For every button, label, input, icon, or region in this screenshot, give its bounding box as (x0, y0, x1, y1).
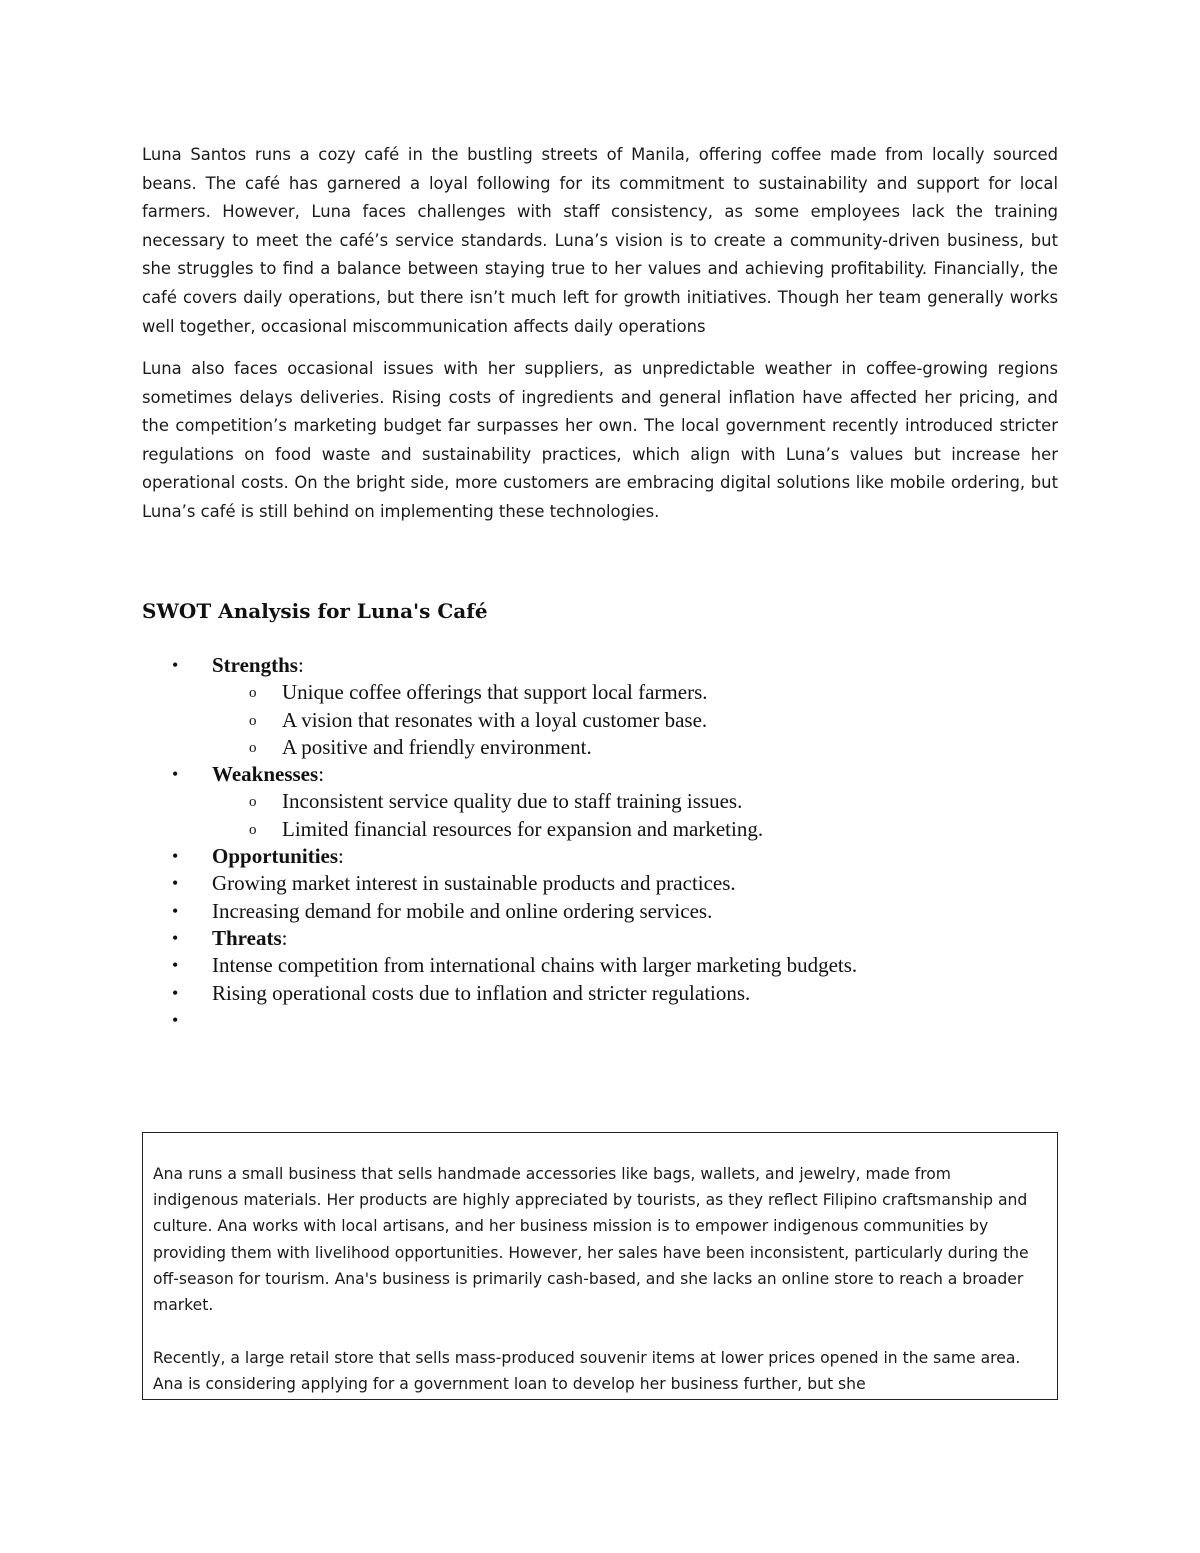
list-item (0, 980, 1200, 1007)
sub-bullet-icon: o (249, 794, 257, 811)
threat-item: Rising operational costs due to inflation and stricter regulations. (212, 980, 751, 1005)
list-item (0, 816, 1200, 843)
swot-heading-threats: Threats: (212, 925, 288, 950)
sub-bullet-icon: o (249, 739, 257, 756)
bullet-icon: • (172, 764, 179, 785)
list-item (0, 952, 1200, 979)
list-item-weaknesses (0, 761, 1200, 788)
bullet-icon: • (172, 846, 179, 867)
bullet-icon: • (172, 927, 179, 948)
weakness-item: Limited financial resources for expansion and marketing. (282, 816, 764, 841)
bullet-icon: • (172, 900, 179, 921)
bullet-icon: • (172, 655, 179, 675)
sub-bullet-icon: o (249, 685, 257, 702)
sub-bullet-icon: o (249, 821, 257, 838)
box-paragraph-1: Ana runs a small business that sells handmade accessories like bags, wallets, and jewelry, made from indigenous materials. Her products are highly appreciated by tourists, as they reflect Filipino craftsmanship and culture. Ana works with local artisans, and her business mission is to empower indigenous communities by providing them with livelihood opportunities. However, her sales have been inconsistent, particularly during the off-season for tourism. Ana's business is primarily cash-based, and she lacks an online store to reach a broader market. (153, 1165, 1029, 1315)
threat-item: Intense competition from international chains with larger marketing budgets. (212, 953, 858, 978)
swot-heading-weaknesses: Weaknesses: (212, 762, 325, 787)
list-item (0, 679, 1200, 706)
bullet-icon: • (172, 1009, 179, 1030)
swot-title: SWOT Analysis for Luna's Café (142, 599, 488, 623)
bullet-icon: • (172, 955, 179, 976)
swot-heading-strengths: Strengths: (212, 653, 304, 677)
strength-item: A positive and friendly environment. (282, 734, 592, 759)
bullet-icon: • (172, 873, 179, 894)
box-paragraph-2: Recently, a large retail store that sells mass-produced souvenir items at lower prices opened in the same area. Ana is considering applying for a government loan to develop her business further, but she (153, 1349, 1021, 1394)
swot-heading-opportunities: Opportunities: (212, 844, 344, 869)
bullet-icon: • (172, 982, 179, 1003)
weakness-item: Inconsistent service quality due to staff training issues. (282, 789, 743, 814)
list-item (0, 734, 1200, 761)
list-item-threats (0, 925, 1200, 952)
strength-item: Unique coffee offerings that support local farmers. (282, 680, 708, 705)
list-item (0, 870, 1200, 897)
case-paragraph-2: Luna also faces occasional issues with her suppliers, as unpredictable weather in coffee-growing regions sometimes delays deliveries. Rising costs of ingredients and general inflation have affected her pricing, and the competition’s marketing budget far surpasses her own. The local government recently introduced stricter regulations on food waste and sustainability practices, which align with Luna’s values but increase her operational costs. On the bright side, more customers are embracing digital solutions like mobile ordering, but Luna’s café is still behind on implementing these technologies. (142, 359, 1058, 521)
list-item-opportunities (0, 843, 1200, 870)
case-text-box (142, 1132, 1058, 1400)
list-item (0, 707, 1200, 734)
opportunity-item: Growing market interest in sustainable products and practices. (212, 871, 736, 896)
case-paragraph-1: Luna Santos runs a cozy café in the bustling streets of Manila, offering coffee made from locally sourced beans. The café has garnered a loyal following for its commitment to sustainability and support for local farmers. However, Luna faces challenges with staff consistency, as some employees lack the training necessary to meet the café’s service standards. Luna’s vision is to create a community-driven business, but she struggles to find a balance between staying true to her values and achieving profitability. Financially, the café covers daily operations, but there isn’t much left for growth initiatives. Though her team generally works well together, occasional miscommunication affects daily operations (142, 145, 1058, 336)
strength-item: A vision that resonates with a loyal customer base. (282, 707, 708, 732)
list-item-empty (0, 1007, 1200, 1034)
list-item (0, 898, 1200, 925)
list-item (0, 788, 1200, 815)
swot-list (0, 652, 1200, 1034)
sub-bullet-icon: o (249, 712, 257, 729)
opportunity-item: Increasing demand for mobile and online ordering services. (212, 898, 713, 923)
list-item-strengths (0, 652, 1200, 679)
